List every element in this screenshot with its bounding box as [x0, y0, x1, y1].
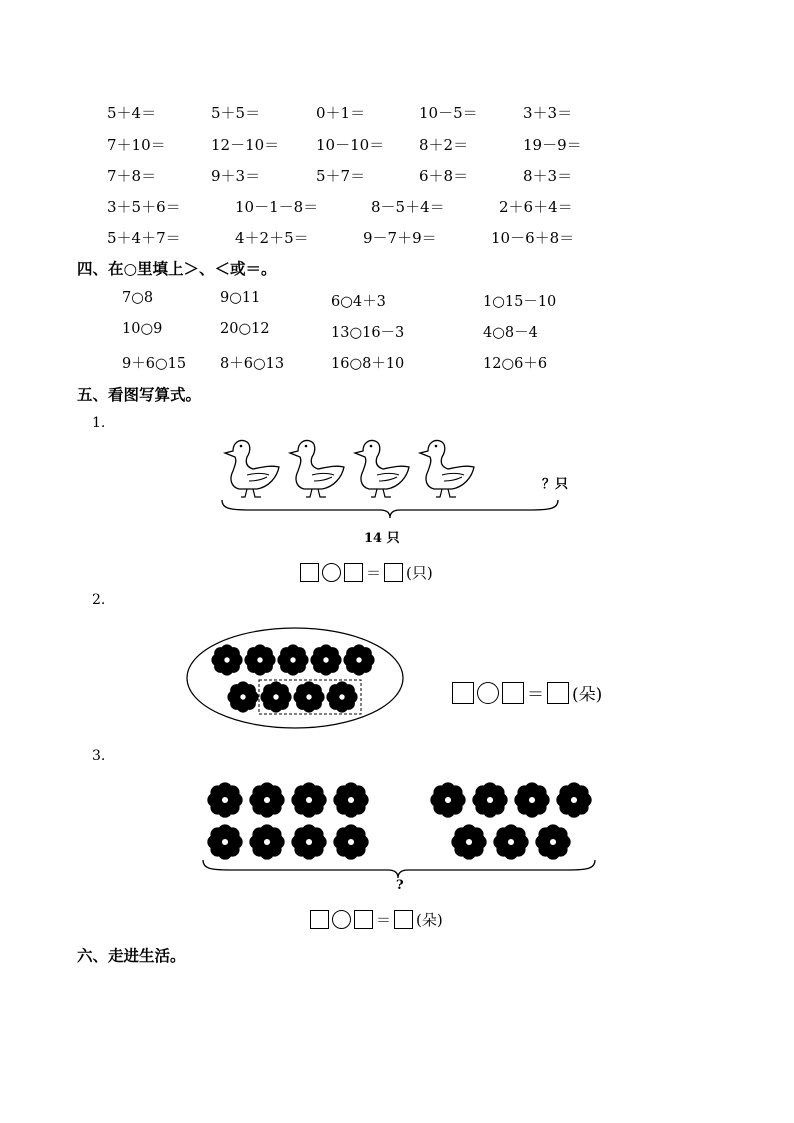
equation: 10－6＋8＝	[491, 229, 575, 247]
question-label: ?	[396, 878, 404, 893]
flower-icon	[211, 644, 242, 675]
flower-icon	[291, 782, 326, 817]
problem-number: 1.	[92, 415, 106, 431]
flower-icon	[430, 782, 465, 817]
comparison: 13○16－3	[331, 325, 405, 341]
equation: 19－9＝	[523, 136, 582, 154]
operator-circle[interactable]	[332, 910, 351, 929]
answer-formula	[452, 680, 602, 705]
equation: 12－10＝	[211, 136, 280, 154]
equation: 0＋1＝	[316, 104, 366, 122]
equation: 5＋4＋7＝	[107, 229, 181, 247]
flower-groups-figure	[200, 780, 600, 860]
answer-box[interactable]	[394, 910, 413, 929]
problem-number: 2.	[92, 592, 106, 608]
section-4-title: 四、在○里填上＞、＜或＝。	[77, 260, 277, 278]
answer-box[interactable]	[310, 910, 329, 929]
flower-icon	[227, 681, 258, 712]
equation: 10－5＝	[419, 104, 478, 122]
flower-icon	[451, 824, 486, 859]
unit-label: (朵)	[572, 685, 603, 705]
operator-circle[interactable]	[477, 682, 499, 704]
equation: 9＋3＝	[211, 167, 261, 185]
duck-row	[215, 435, 495, 505]
comparison: 8＋6○13	[220, 356, 285, 372]
comparison: 20○12	[220, 321, 270, 337]
equation: 7＋8＝	[107, 167, 157, 185]
flower-icon	[207, 824, 242, 859]
comparison: 12○6＋6	[483, 356, 548, 372]
equation: 8＋3＝	[523, 167, 573, 185]
equation: 6＋8＝	[419, 167, 469, 185]
brace	[220, 498, 560, 520]
equation: 10－10＝	[316, 136, 385, 154]
section-5-title: 五、看图写算式。	[77, 386, 202, 404]
comparison: 16○8＋10	[331, 356, 405, 372]
answer-box[interactable]	[502, 682, 524, 704]
comparison: 1○15－10	[483, 294, 557, 310]
equation: 3＋5＋6＝	[107, 198, 181, 216]
comparison: 4○8－4	[483, 325, 538, 341]
operator-circle[interactable]	[322, 563, 341, 582]
comparison: 6○4＋3	[331, 294, 386, 310]
equation: 4＋2＋5＝	[235, 229, 309, 247]
flower-icon	[260, 681, 291, 712]
equation: 2＋6＋4＝	[499, 198, 573, 216]
equation: 8＋2＝	[419, 136, 469, 154]
answer-formula	[300, 562, 433, 583]
brace	[200, 858, 600, 880]
equation: 5＋7＝	[316, 167, 366, 185]
flower-icon	[535, 824, 570, 859]
comparison: 9○11	[220, 290, 261, 306]
equation: 5＋4＝	[107, 104, 157, 122]
flower-icon	[249, 782, 284, 817]
question-label: ？只	[542, 477, 569, 492]
flower-oval-figure	[185, 628, 405, 733]
answer-box[interactable]	[354, 910, 373, 929]
total-label: 14 只	[364, 531, 400, 546]
flower-icon	[310, 644, 341, 675]
answer-box[interactable]	[300, 563, 319, 582]
answer-box[interactable]	[547, 682, 569, 704]
flower-icon	[493, 824, 528, 859]
answer-formula	[310, 909, 443, 930]
answer-box[interactable]	[452, 682, 474, 704]
flower-icon	[291, 824, 326, 859]
equation: 7＋10＝	[107, 136, 166, 154]
equals-sign: ＝	[527, 685, 544, 705]
duck-icon	[225, 440, 279, 497]
equation: 8－5＋4＝	[371, 198, 445, 216]
equation: 3＋3＝	[523, 104, 573, 122]
answer-box[interactable]	[344, 563, 363, 582]
flower-icon	[333, 824, 368, 859]
comparison: 7○8	[122, 290, 154, 306]
flower-icon	[277, 644, 308, 675]
comparison: 10○9	[122, 321, 163, 337]
flower-icon	[293, 681, 324, 712]
duck-icon	[355, 440, 409, 497]
answer-box[interactable]	[384, 563, 403, 582]
section-6-title: 六、走进生活。	[77, 947, 186, 965]
flower-icon	[326, 681, 357, 712]
equals-sign: ＝	[366, 564, 382, 582]
unit-label: (只)	[406, 564, 433, 582]
flower-icon	[556, 782, 591, 817]
problem-number: 3.	[92, 748, 106, 764]
flower-icon	[207, 782, 242, 817]
flower-icon	[333, 782, 368, 817]
flower-icon	[249, 824, 284, 859]
equals-sign: ＝	[376, 911, 392, 929]
equation: 9－7＋9＝	[363, 229, 437, 247]
comparison: 9＋6○15	[122, 356, 187, 372]
duck-icon	[420, 440, 474, 497]
flower-icon	[514, 782, 549, 817]
unit-label: (朵)	[416, 911, 443, 929]
flower-icon	[472, 782, 507, 817]
duck-icon	[290, 440, 344, 497]
equation: 5＋5＝	[211, 104, 261, 122]
flower-icon	[244, 644, 275, 675]
flower-icon	[343, 644, 374, 675]
equation: 10－1－8＝	[235, 198, 319, 216]
